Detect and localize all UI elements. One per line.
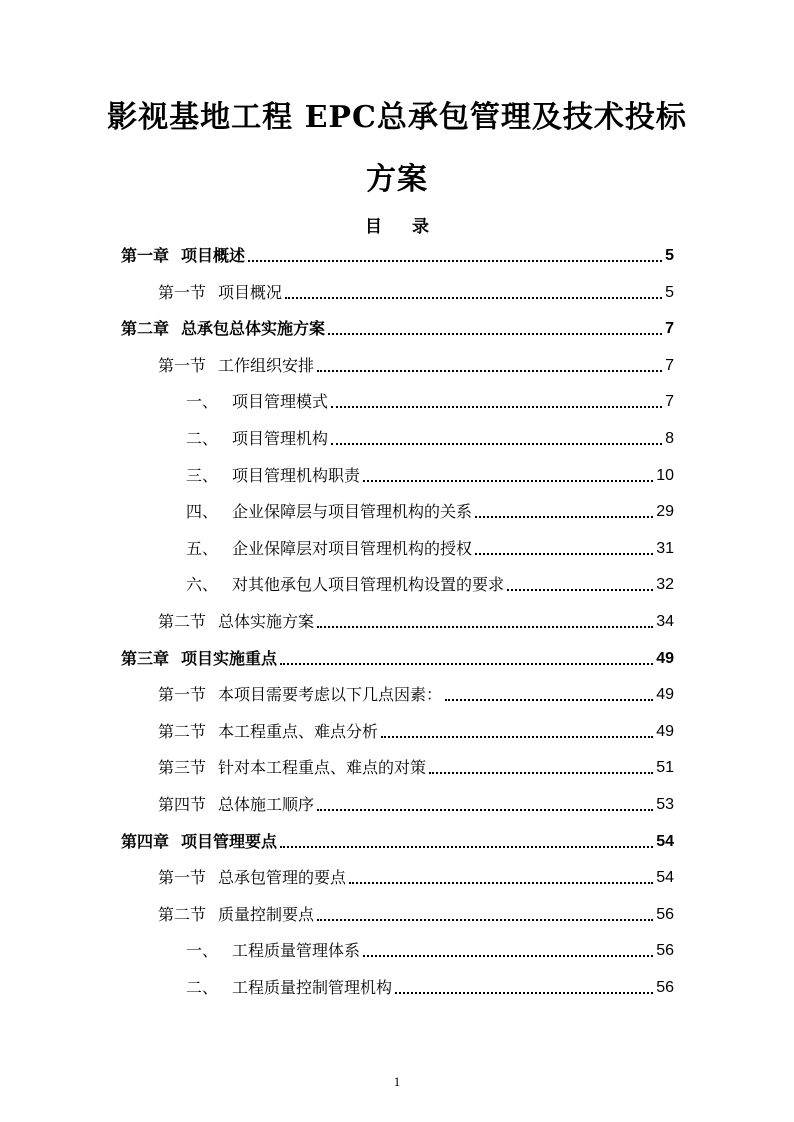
toc-entry-title: 质量控制要点 [218, 904, 315, 924]
toc-entry-number: 第一节 [158, 355, 207, 375]
toc-entry-page: 7 [665, 356, 674, 374]
toc-entry-page: 56 [656, 942, 674, 960]
toc-entry-number: 二、 [186, 429, 219, 448]
toc-entry[interactable] [186, 936, 674, 966]
toc-entry-title: 项目实施重点 [181, 648, 278, 668]
toc-entry-title: 本项目需要考虑以下几点因素： [218, 685, 443, 705]
toc-entry-title: 项目管理模式 [232, 392, 329, 412]
toc-entry-page: 34 [656, 613, 674, 630]
toc-entry[interactable] [158, 680, 674, 710]
toc-entry[interactable] [186, 534, 674, 564]
toc-entry-page: 49 [656, 722, 674, 740]
toc-entry-number: 四、 [186, 502, 219, 522]
toc-entry-number: 第一节 [158, 868, 207, 888]
toc-entry-page: 5 [665, 247, 674, 264]
document-title-line1: 影视基地工程 EPC总承包管理及技术投标 [107, 100, 687, 135]
toc-leader-dots [429, 772, 653, 774]
toc-entry-number: 第二章 [121, 319, 170, 339]
toc-entry[interactable] [186, 973, 674, 1003]
toc-leader-dots [507, 589, 653, 591]
toc-entry[interactable] [158, 753, 674, 783]
toc-leader-dots [363, 480, 653, 482]
toc-entry-page: 53 [656, 796, 674, 813]
toc-entry-number: 第一节 [158, 282, 207, 302]
toc-leader-dots [317, 919, 653, 921]
toc-entry[interactable] [158, 863, 674, 893]
toc-entry-page: 7 [665, 393, 674, 411]
toc-entry-page: 29 [656, 503, 674, 521]
toc-entry-page: 32 [656, 576, 674, 594]
toc-entry-page: 49 [656, 649, 674, 667]
toc-entry[interactable] [121, 241, 674, 271]
toc-entry-title: 对其他承包人项目管理机构设置的要求 [232, 575, 505, 595]
toc-entry-title: 针对本工程重点、难点的对策 [218, 758, 427, 778]
toc-entry[interactable] [186, 424, 674, 454]
toc-leader-dots [331, 443, 662, 445]
toc-entry-title: 总承包管理的要点 [218, 868, 347, 888]
toc-leader-dots [317, 626, 653, 628]
toc-entry[interactable] [121, 314, 674, 344]
toc-entry-number: 第二节 [158, 904, 207, 924]
toc-leader-dots [475, 516, 653, 518]
toc-entry-number: 第二节 [158, 721, 207, 741]
toc-entry[interactable] [158, 607, 674, 637]
toc-entry-number: 第一章 [121, 246, 170, 265]
toc-entry-title: 工作组织安排 [218, 355, 315, 375]
toc-entry-number: 三、 [186, 465, 219, 485]
toc-entry[interactable] [158, 900, 674, 930]
toc-entry-title: 本工程重点、难点分析 [218, 721, 379, 741]
toc-entry-title: 项目概况 [218, 282, 283, 302]
toc-entry-number: 第三节 [158, 758, 207, 778]
toc-entry-page: 10 [656, 466, 674, 484]
toc-entry-number: 第二节 [158, 612, 207, 631]
toc-entry-page: 8 [665, 430, 674, 447]
toc-entry-title: 总承包总体实施方案 [181, 319, 326, 339]
toc-entry-page: 54 [656, 869, 674, 887]
toc-leader-dots [280, 846, 653, 848]
toc-entry-title: 总体施工顺序 [218, 795, 315, 814]
toc-entry[interactable] [121, 644, 674, 674]
toc-entry-title: 项目管理机构职责 [232, 465, 361, 485]
toc-leader-dots [381, 736, 653, 738]
toc-entry-page: 5 [665, 283, 674, 301]
toc-entry-page: 54 [656, 832, 674, 850]
toc-entry-title: 项目管理要点 [181, 831, 278, 851]
toc-leader-dots [317, 370, 662, 372]
toc-entry-title: 项目概述 [181, 246, 246, 265]
toc-entry[interactable] [158, 278, 674, 308]
toc-entry-title: 企业保障层与项目管理机构的关系 [232, 502, 473, 522]
toc-leader-dots [395, 992, 653, 994]
toc-entry-page: 56 [656, 905, 674, 923]
toc-entry-number: 五、 [186, 538, 219, 558]
toc-leader-dots [349, 882, 653, 884]
toc-entry-number: 一、 [186, 941, 219, 961]
toc-leader-dots [328, 333, 662, 335]
toc-leader-dots [248, 260, 662, 262]
toc-entry-number: 二、 [186, 978, 219, 997]
toc-entry[interactable] [158, 717, 674, 747]
toc-entry-number: 第四章 [121, 831, 170, 851]
toc-entry-title: 工程质量管理体系 [232, 941, 361, 961]
toc-entry-title: 总体实施方案 [218, 612, 315, 631]
toc-entry-title: 工程质量控制管理机构 [232, 978, 393, 997]
toc-entry[interactable] [186, 570, 674, 600]
toc-leader-dots [317, 809, 653, 811]
toc-leader-dots [280, 663, 653, 665]
toc-entry-number: 一、 [186, 392, 219, 412]
toc-entry[interactable] [186, 497, 674, 527]
toc-entry[interactable] [121, 827, 674, 857]
toc-entry-title: 项目管理机构 [232, 429, 329, 448]
toc-entry-number: 第三章 [121, 648, 170, 668]
toc-entry-number: 第四节 [158, 795, 207, 814]
toc-leader-dots [445, 699, 653, 701]
toc-entry-page: 56 [656, 979, 674, 996]
toc-entry-page: 7 [665, 320, 674, 338]
toc-leader-dots [475, 553, 653, 555]
toc-leader-dots [331, 406, 662, 408]
toc-entry-page: 51 [656, 759, 674, 777]
toc-entry[interactable] [158, 790, 674, 820]
toc-entry-number: 第一节 [158, 685, 207, 705]
toc-entry-title: 企业保障层对项目管理机构的授权 [232, 538, 473, 558]
toc-entry-page: 49 [656, 686, 674, 704]
toc-heading: 目 录 [365, 217, 441, 237]
document-title-line2: 方案 [366, 162, 428, 197]
toc-leader-dots [285, 297, 662, 299]
toc-entry-page: 31 [656, 539, 674, 557]
toc-entry-number: 六、 [186, 575, 219, 595]
toc-entry[interactable] [186, 387, 674, 417]
toc-entry[interactable] [186, 461, 674, 491]
page-number: 1 [393, 1074, 401, 1089]
toc-entry[interactable] [158, 351, 674, 381]
toc-leader-dots [363, 955, 653, 957]
